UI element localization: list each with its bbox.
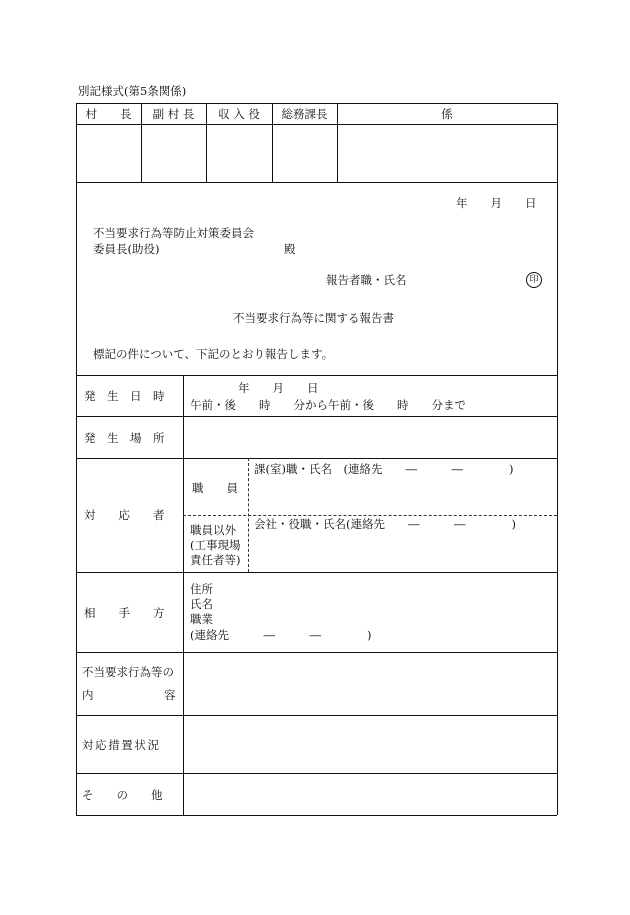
- report-date[interactable]: 年 月 日: [456, 196, 537, 210]
- label-non-staff-1: 職員以外: [190, 523, 236, 537]
- counterparty-contact[interactable]: (連絡先 ― ― ): [190, 628, 372, 642]
- other-field[interactable]: [184, 774, 556, 814]
- stamp-box-general-affairs[interactable]: [273, 125, 336, 181]
- staff-contact[interactable]: 課(室)職・氏名 (連絡先 ― ― ): [254, 462, 514, 476]
- counterparty-occupation[interactable]: 職業: [190, 612, 213, 626]
- label-non-staff-3: 責任者等): [190, 553, 241, 567]
- approval-header-treasurer: 収 入 役: [218, 107, 260, 121]
- label-counterparty: 相 手 方: [84, 606, 165, 620]
- label-responder: 対 応 者: [84, 508, 165, 522]
- label-occurrence-place: 発 生 場 所: [84, 431, 165, 445]
- stamp-box-treasurer[interactable]: [207, 125, 271, 181]
- label-measures: 対応措置状況: [82, 738, 161, 752]
- addressee-committee: 不当要求行為等防止対策委員会: [93, 226, 254, 240]
- counterparty-address[interactable]: 住所: [190, 582, 213, 596]
- intro-text: 標記の件について、下記のとおり報告します。: [93, 347, 334, 361]
- content-field[interactable]: [184, 653, 556, 714]
- approval-header-deputy-head: 副 村 長: [152, 107, 195, 121]
- non-staff-contact[interactable]: 会社・役職・氏名(連絡先 ― ― ): [254, 517, 516, 531]
- addressee-chair: 委員長(助役): [93, 242, 160, 256]
- occurrence-place-field[interactable]: [184, 417, 556, 457]
- approval-header-staff: 係: [441, 107, 453, 121]
- stamp-box-staff[interactable]: [338, 125, 556, 181]
- stamp-box-village-head[interactable]: [77, 125, 140, 181]
- approval-header-general-affairs: 総務課長: [281, 107, 328, 121]
- label-non-staff-2: (工事現場: [190, 538, 241, 552]
- addressee-suffix: 殿: [284, 242, 296, 256]
- stamp-box-deputy-head[interactable]: [142, 125, 205, 181]
- occurrence-time-range[interactable]: 午前・後 時 分から午前・後 時 分まで: [190, 398, 466, 412]
- label-other: そ の 他: [82, 788, 163, 802]
- measures-field[interactable]: [184, 716, 556, 772]
- approval-header-village-head: 村 長: [85, 107, 132, 121]
- label-content-1: 不当要求行為等の: [82, 665, 174, 679]
- occurrence-date[interactable]: 年 月 日: [238, 381, 319, 395]
- seal-icon: 印: [526, 272, 542, 288]
- counterparty-name[interactable]: 氏名: [190, 597, 213, 611]
- reporter-label: 報告者職・氏名: [326, 273, 407, 287]
- form-label: 別記様式(第5条関係): [78, 84, 187, 98]
- label-content-2a: 内: [82, 688, 94, 702]
- label-occurrence-datetime: 発 生 日 時: [84, 389, 165, 403]
- label-content-2b: 容: [164, 688, 176, 702]
- report-title: 不当要求行為等に関する報告書: [233, 311, 394, 325]
- reporter-name-field[interactable]: [410, 270, 515, 288]
- label-staff: 職 員: [192, 481, 238, 495]
